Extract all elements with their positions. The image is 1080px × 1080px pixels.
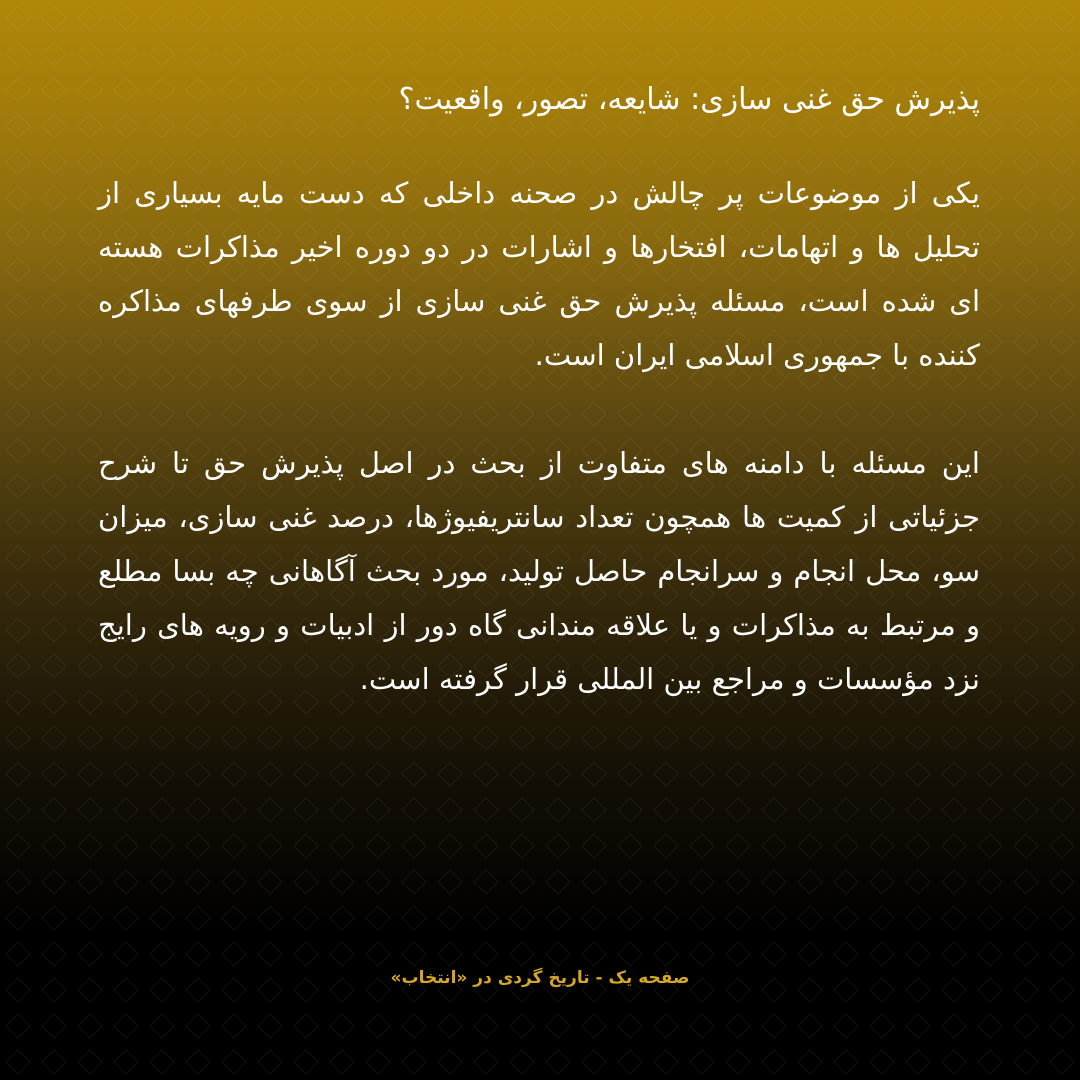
paragraph-2: این مسئله با دامنه های متفاوت از بحث در اصل پذیرش حق تا شرح جزئیاتی از کمیت ها همچون تعداد سانتریفیوژها، درصد غنی سازی، میزان سو، محل انجام و سرانجام حاصل تولید، مورد بحث آگاهانی چه بسا مطلع و مرتبط به مذاکرات و یا علاقه مندانی گاه دور از ادبیات و رویه های رایج نزد مؤسسات و مراجع بین المللی قرار گرفته است.	[98, 446, 980, 696]
post-content	[98, 72, 980, 760]
page-footer-caption: صفحه یک - تاریخ گردی در «انتخاب»	[390, 968, 690, 988]
paragraph-1: یکی از موضوعات پر چالش در صحنه داخلی که دست مایه بسیاری از تحلیل ها و اتهامات، افتخارها و اشارات در دو دوره اخیر مذاکرات هسته ای شده است، مسئله پذیرش حق غنی سازی از سوی طرفهای مذاکره کننده با جمهوری اسلامی ایران است.	[98, 176, 980, 372]
post-title: پذیرش حق غنی سازی: شایعه، تصور، واقعیت؟	[398, 82, 980, 117]
